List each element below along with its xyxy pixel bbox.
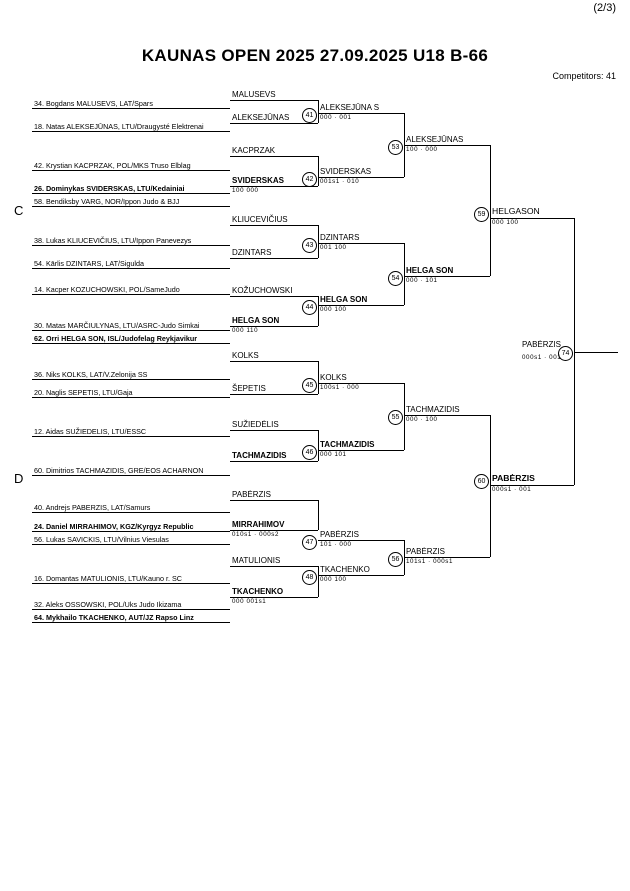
round1-winner-name: TKACHENKO [232, 587, 284, 596]
bracket-line [404, 383, 405, 450]
competitor-entry: 12. Aidas SUŽIEDELIS, LTU/ESSC [34, 426, 147, 436]
competitor-entry: 60. Dimitrios TACHMAZIDIS, GRE/EOS ACHARNON [34, 465, 204, 475]
round2-score: 100s1 · 000 [320, 384, 360, 391]
bracket-line [32, 531, 230, 532]
competitor-entry: 56. Lukas SAVICKIS, LTU/Vilnius Viesulas [34, 534, 169, 544]
section-letter-c: C [14, 203, 24, 218]
competitors-count: Competitors: 41 [552, 71, 616, 81]
round4-score: 000 100 [492, 219, 519, 226]
final-score: 000s1 · 001 [522, 354, 562, 361]
round2-score: 101 · 000 [320, 541, 352, 548]
round3-score: 000 · 100 [406, 416, 438, 423]
competitor-entry: 40. Andrejs PABERZIS, LAT/Samurs [34, 502, 151, 512]
bout-number: 41 [302, 108, 317, 123]
bracket-line [574, 352, 618, 353]
bracket-line [230, 361, 318, 362]
bracket-line [32, 379, 230, 380]
round2-winner-name: PABĖRZIS [320, 530, 359, 539]
bracket-line [490, 415, 491, 557]
bracket-line [32, 343, 230, 344]
competitor-entry: 38. Lukas KLIUCEVIČIUS, LTU/Ippon Panevezys [34, 235, 192, 245]
round4-score: 000s1 · 001 [492, 486, 532, 493]
bracket-line [404, 243, 405, 305]
round2-score: 001 100 [320, 244, 347, 251]
bracket-line [230, 225, 318, 226]
round3-score: 000 · 101 [406, 277, 438, 284]
round1-score: 000 001s1 [232, 598, 267, 605]
bracket-line [230, 430, 318, 431]
bout-number: 54 [388, 271, 403, 286]
bout-number: 44 [302, 300, 317, 315]
round1-winner-name: TACHMAZIDIS [232, 451, 287, 460]
bracket-line [32, 609, 230, 610]
bracket-line [32, 583, 230, 584]
bracket-line [318, 500, 319, 530]
competitor-entry: 14. Kacper KOZUCHOWSKI, POL/SameJudo [34, 284, 180, 294]
competitor-entry: 34. Bogdans MALUSEVS, LAT/Spars [34, 98, 153, 108]
competitor-entry: 42. Krystian KACPRZAK, POL/MKS Truso Elblag [34, 160, 191, 170]
round3-winner-name: ALEKSEJŪNAS [406, 135, 464, 144]
round3-score: 100 · 000 [406, 146, 438, 153]
round1-score: 100 000 [232, 187, 259, 194]
competitor-entry: 20. Naglis SEPETIS, LTU/Gaja [34, 387, 133, 397]
bracket-line [32, 193, 230, 194]
competitor-entry: 18. Natas ALEKSEJŪNAS, LTU/Draugysté Elektrenai [34, 121, 204, 131]
page-indicator: (2/3) [593, 2, 616, 14]
bracket-line [230, 566, 318, 567]
round1-winner-name: SVIDERSKAS [232, 176, 285, 185]
bracket-line [230, 156, 318, 157]
bracket-line [318, 225, 319, 258]
round3-winner-name: PABĖRZIS [406, 547, 445, 556]
round1-winner-name: HELGA SON [232, 316, 280, 325]
bracket-line [318, 361, 319, 394]
bracket-line [32, 622, 230, 623]
competitor-entry: 24. Daniel MIRRAHIMOV, KGZ/Kyrgyz Republic [34, 521, 194, 531]
round1-winner-name: KOLKS [232, 351, 259, 360]
round2-winner-name: KOLKS [320, 373, 347, 382]
bout-number-final: 74 [558, 346, 573, 361]
final-winner-name: PABĖRZIS [522, 340, 561, 349]
round2-winner-name: ALEKSEJŪNA S [320, 103, 380, 112]
bracket-line [318, 566, 319, 597]
round1-winner-name: MALUSEVS [232, 90, 276, 99]
bracket-line [32, 170, 230, 171]
bout-number: 56 [388, 552, 403, 567]
round2-score: 000 100 [320, 576, 347, 583]
bout-number: 59 [474, 207, 489, 222]
round1-winner-name: ALEKSEJŪNAS [232, 113, 290, 122]
bout-number: 48 [302, 570, 317, 585]
round2-winner-name: TKACHENKO [320, 565, 370, 574]
round4-winner-name: HELGASON [492, 206, 540, 216]
round1-winner-name: MATULIONIS [232, 556, 281, 565]
round2-winner-name: SVIDERSKAS [320, 167, 372, 176]
bracket-line [32, 544, 230, 545]
page-title: KAUNAS OPEN 2025 27.09.2025 U18 B-66 [141, 46, 489, 65]
round1-score: 000 110 [232, 327, 259, 334]
bracket-line [490, 145, 491, 276]
round1-winner-name: PABĖRZIS [232, 490, 271, 499]
bracket-line [230, 123, 318, 124]
competitor-entry: 26. Dominykas SVIDERSKAS, LTU/Kedainiai [34, 183, 185, 193]
round2-winner-name: DZINTARS [320, 233, 360, 242]
round1-winner-name: SUŽIEDĖLIS [232, 420, 279, 429]
bracket-line [230, 461, 318, 462]
bracket-line [32, 245, 230, 246]
round1-winner-name: MIRRAHIMOV [232, 520, 285, 529]
round2-winner-name: TACHMAZIDIS [320, 440, 375, 449]
bracket-line [32, 108, 230, 109]
bracket-line [230, 500, 318, 501]
round3-winner-name: TACHMAZIDIS [406, 405, 460, 414]
bracket-line [32, 397, 230, 398]
section-letter-d: D [14, 471, 24, 486]
round3-winner-name: HELGA SON [406, 266, 454, 275]
bracket-line [32, 131, 230, 132]
round4-winner-name: PABĖRZIS [492, 473, 535, 483]
round2-winner-name: HELGA SON [320, 295, 368, 304]
bout-number: 55 [388, 410, 403, 425]
bracket-line [32, 475, 230, 476]
bracket-line [230, 394, 318, 395]
bracket-line [32, 436, 230, 437]
round1-winner-name: KACPRZAK [232, 146, 276, 155]
bracket-line [32, 330, 230, 331]
bracket-line [318, 430, 319, 461]
round1-winner-name: KLIUCEVIČIUS [232, 215, 288, 224]
round2-score: 000 100 [320, 306, 347, 313]
bout-number: 42 [302, 172, 317, 187]
round2-score: 000 101 [320, 451, 347, 458]
bracket-line [32, 268, 230, 269]
bracket-line [318, 100, 319, 123]
round2-score: 000 · 001 [320, 114, 352, 121]
bracket-line [318, 156, 319, 186]
bracket-line [32, 512, 230, 513]
round3-score: 101s1 · 000s1 [406, 558, 454, 565]
competitor-entry: 64. Mykhailo TKACHENKO, AUT/JZ Rapso Linz [34, 612, 194, 622]
competitor-entry: 30. Matas MARČIULYNAS, LTU/ASRC-Judo Simkai [34, 320, 200, 330]
bracket-line [230, 296, 318, 297]
bout-number: 43 [302, 238, 317, 253]
bracket-line [230, 100, 318, 101]
bracket-line [230, 258, 318, 259]
competitor-entry: 62. Orri HELGA SON, ISL/Judofelag Reykjavikur [34, 333, 198, 343]
bout-number: 46 [302, 445, 317, 460]
bout-number: 45 [302, 378, 317, 393]
competitor-entry: 36. Niks KOLKS, LAT/V.Zelonija SS [34, 369, 148, 379]
round1-score: 010s1 · 000s2 [232, 531, 280, 538]
bout-number: 60 [474, 474, 489, 489]
competitor-entry: 58. Bendiksby VARG, NOR/Ippon Judo & BJJ [34, 196, 180, 206]
bracket-line [318, 296, 319, 326]
bout-number: 47 [302, 535, 317, 550]
competitor-entry: 16. Domantas MATULIONIS, LTU/Kauno r. SC [34, 573, 182, 583]
competitor-entry: 32. Aleks OSSOWSKI, POL/Uks Judo Ikizama [34, 599, 182, 609]
round1-winner-name: ŠEPETIS [232, 384, 266, 393]
round1-winner-name: DZINTARS [232, 248, 272, 257]
bracket-line [32, 206, 230, 207]
round2-score: 001s1 · 010 [320, 178, 360, 185]
competitor-entry: 54. Kārlis DZINTARS, LAT/Sigulda [34, 258, 144, 268]
round1-winner-name: KOŽUCHOWSKI [232, 286, 293, 295]
bracket-line [32, 294, 230, 295]
bout-number: 53 [388, 140, 403, 155]
